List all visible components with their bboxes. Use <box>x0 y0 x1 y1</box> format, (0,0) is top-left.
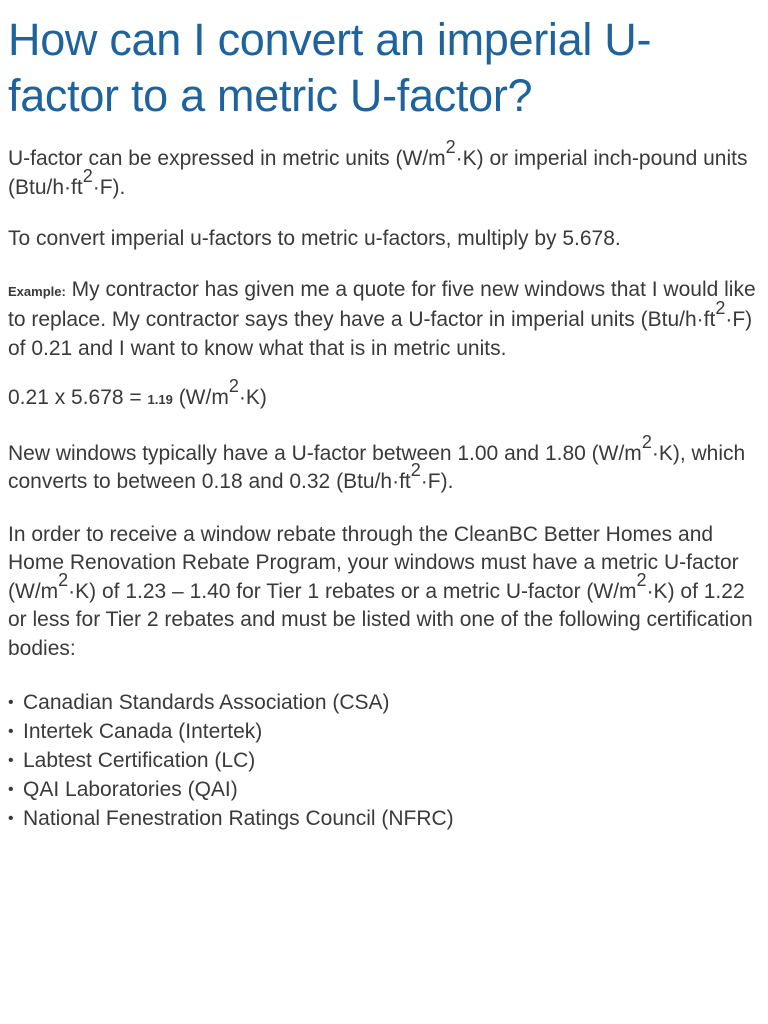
metric-unit <box>8 569 97 603</box>
list-item-label: QAI Laboratories (QAI) <box>23 778 238 801</box>
conversion-paragraph: To convert imperial u-factors to metric u-factors, multiply by 5.678. <box>8 227 621 250</box>
unit-pre: (W/m <box>591 441 642 465</box>
certification-bodies-list <box>8 688 760 833</box>
list-item <box>8 775 760 804</box>
imperial-unit <box>8 165 120 199</box>
typical-text-b: , which converts to between 0.18 and 0.32 <box>8 441 746 493</box>
unit-pre: (Btu/h·ft <box>8 175 83 199</box>
unit-post: ·F) <box>420 470 448 493</box>
intro-text-a: U-factor can be expressed in metric units <box>8 147 396 170</box>
example-paragraph <box>8 276 760 364</box>
rebate-text-b: of 1.23 – 1.40 for Tier 1 rebates or a metric U-factor <box>96 579 587 603</box>
unit-pre: (W/m <box>586 579 637 603</box>
bullet-icon: • <box>8 723 14 740</box>
list-item-label: Canadian Standards Association (CSA) <box>23 691 390 714</box>
unit-pre: (Btu/h·ft <box>336 470 411 493</box>
list-item-label: National Fenestration Ratings Council (NFRC) <box>23 807 454 830</box>
unit-post: ·K) <box>651 441 680 465</box>
rebate-paragraph <box>8 521 760 664</box>
bullet-icon: • <box>8 810 14 827</box>
unit-post: ·K) <box>68 579 97 603</box>
calc-result: 1.19 <box>147 392 173 407</box>
unit-post: ·F) <box>92 175 120 199</box>
bullet-icon: • <box>8 781 14 798</box>
rebate-text-a: In order to receive a window rebate through the CleanBC Better Homes and Home Renovation Rebate Program, your windows must have a metric U-factor <box>8 522 739 574</box>
unit-exponent: 2 <box>636 569 647 590</box>
list-item <box>8 746 760 775</box>
bullet-icon: • <box>8 752 14 769</box>
metric-unit <box>178 376 267 409</box>
intro-text-c: . <box>119 175 126 199</box>
bullet-icon: • <box>8 694 14 711</box>
unit-pre: (W/m <box>8 579 59 603</box>
unit-exponent: 2 <box>445 137 456 157</box>
intro-text-b: or imperial inch-pound units <box>483 147 748 170</box>
unit-pre: (W/m <box>178 386 229 409</box>
metric-unit <box>591 431 680 465</box>
example-label: Example: <box>8 283 66 299</box>
unit-exponent: 2 <box>228 376 239 396</box>
intro-paragraph <box>8 137 760 202</box>
unit-exponent: 2 <box>410 460 421 480</box>
calculation-paragraph <box>8 376 760 415</box>
page-title: How can I convert an imperial U-factor to a metric U-factor? <box>8 14 652 121</box>
example-text-a: My contractor has given me a quote for five new windows that I would like to replace. My contractor says they have a U-factor in imperial units <box>8 277 756 331</box>
unit-pre: (W/m <box>395 147 446 170</box>
rebate-text-c: of 1.22 or less for Tier 2 rebates and must be listed with one of the following certification bodies: <box>8 579 753 660</box>
unit-post: ·K) <box>238 386 267 409</box>
unit-exponent: 2 <box>641 431 652 452</box>
list-item-label: Labtest Certification (LC) <box>23 749 256 772</box>
imperial-unit <box>336 460 448 493</box>
unit-post: ·F) <box>725 308 753 331</box>
typical-text-c: . <box>447 470 454 493</box>
unit-exponent: 2 <box>715 298 726 318</box>
unit-exponent: 2 <box>82 165 93 186</box>
imperial-unit <box>640 298 753 331</box>
metric-unit <box>586 569 675 603</box>
unit-post: ·K) <box>455 147 484 170</box>
unit-exponent: 2 <box>58 569 69 590</box>
metric-unit <box>395 137 484 170</box>
list-item <box>8 688 760 717</box>
unit-post: ·K) <box>646 579 675 603</box>
list-item <box>8 804 760 833</box>
calc-text-a: 0.21 x 5.678 = <box>8 386 148 409</box>
example-text-b: of 0.21 and I want to know what that is in metric units. <box>8 336 507 360</box>
typical-values-paragraph <box>8 431 760 497</box>
list-item-label: Intertek Canada (Intertek) <box>23 720 263 743</box>
typical-text-a: New windows typically have a U-factor between 1.00 and 1.80 <box>8 441 592 465</box>
unit-pre: (Btu/h·ft <box>640 308 716 331</box>
list-item <box>8 717 760 746</box>
